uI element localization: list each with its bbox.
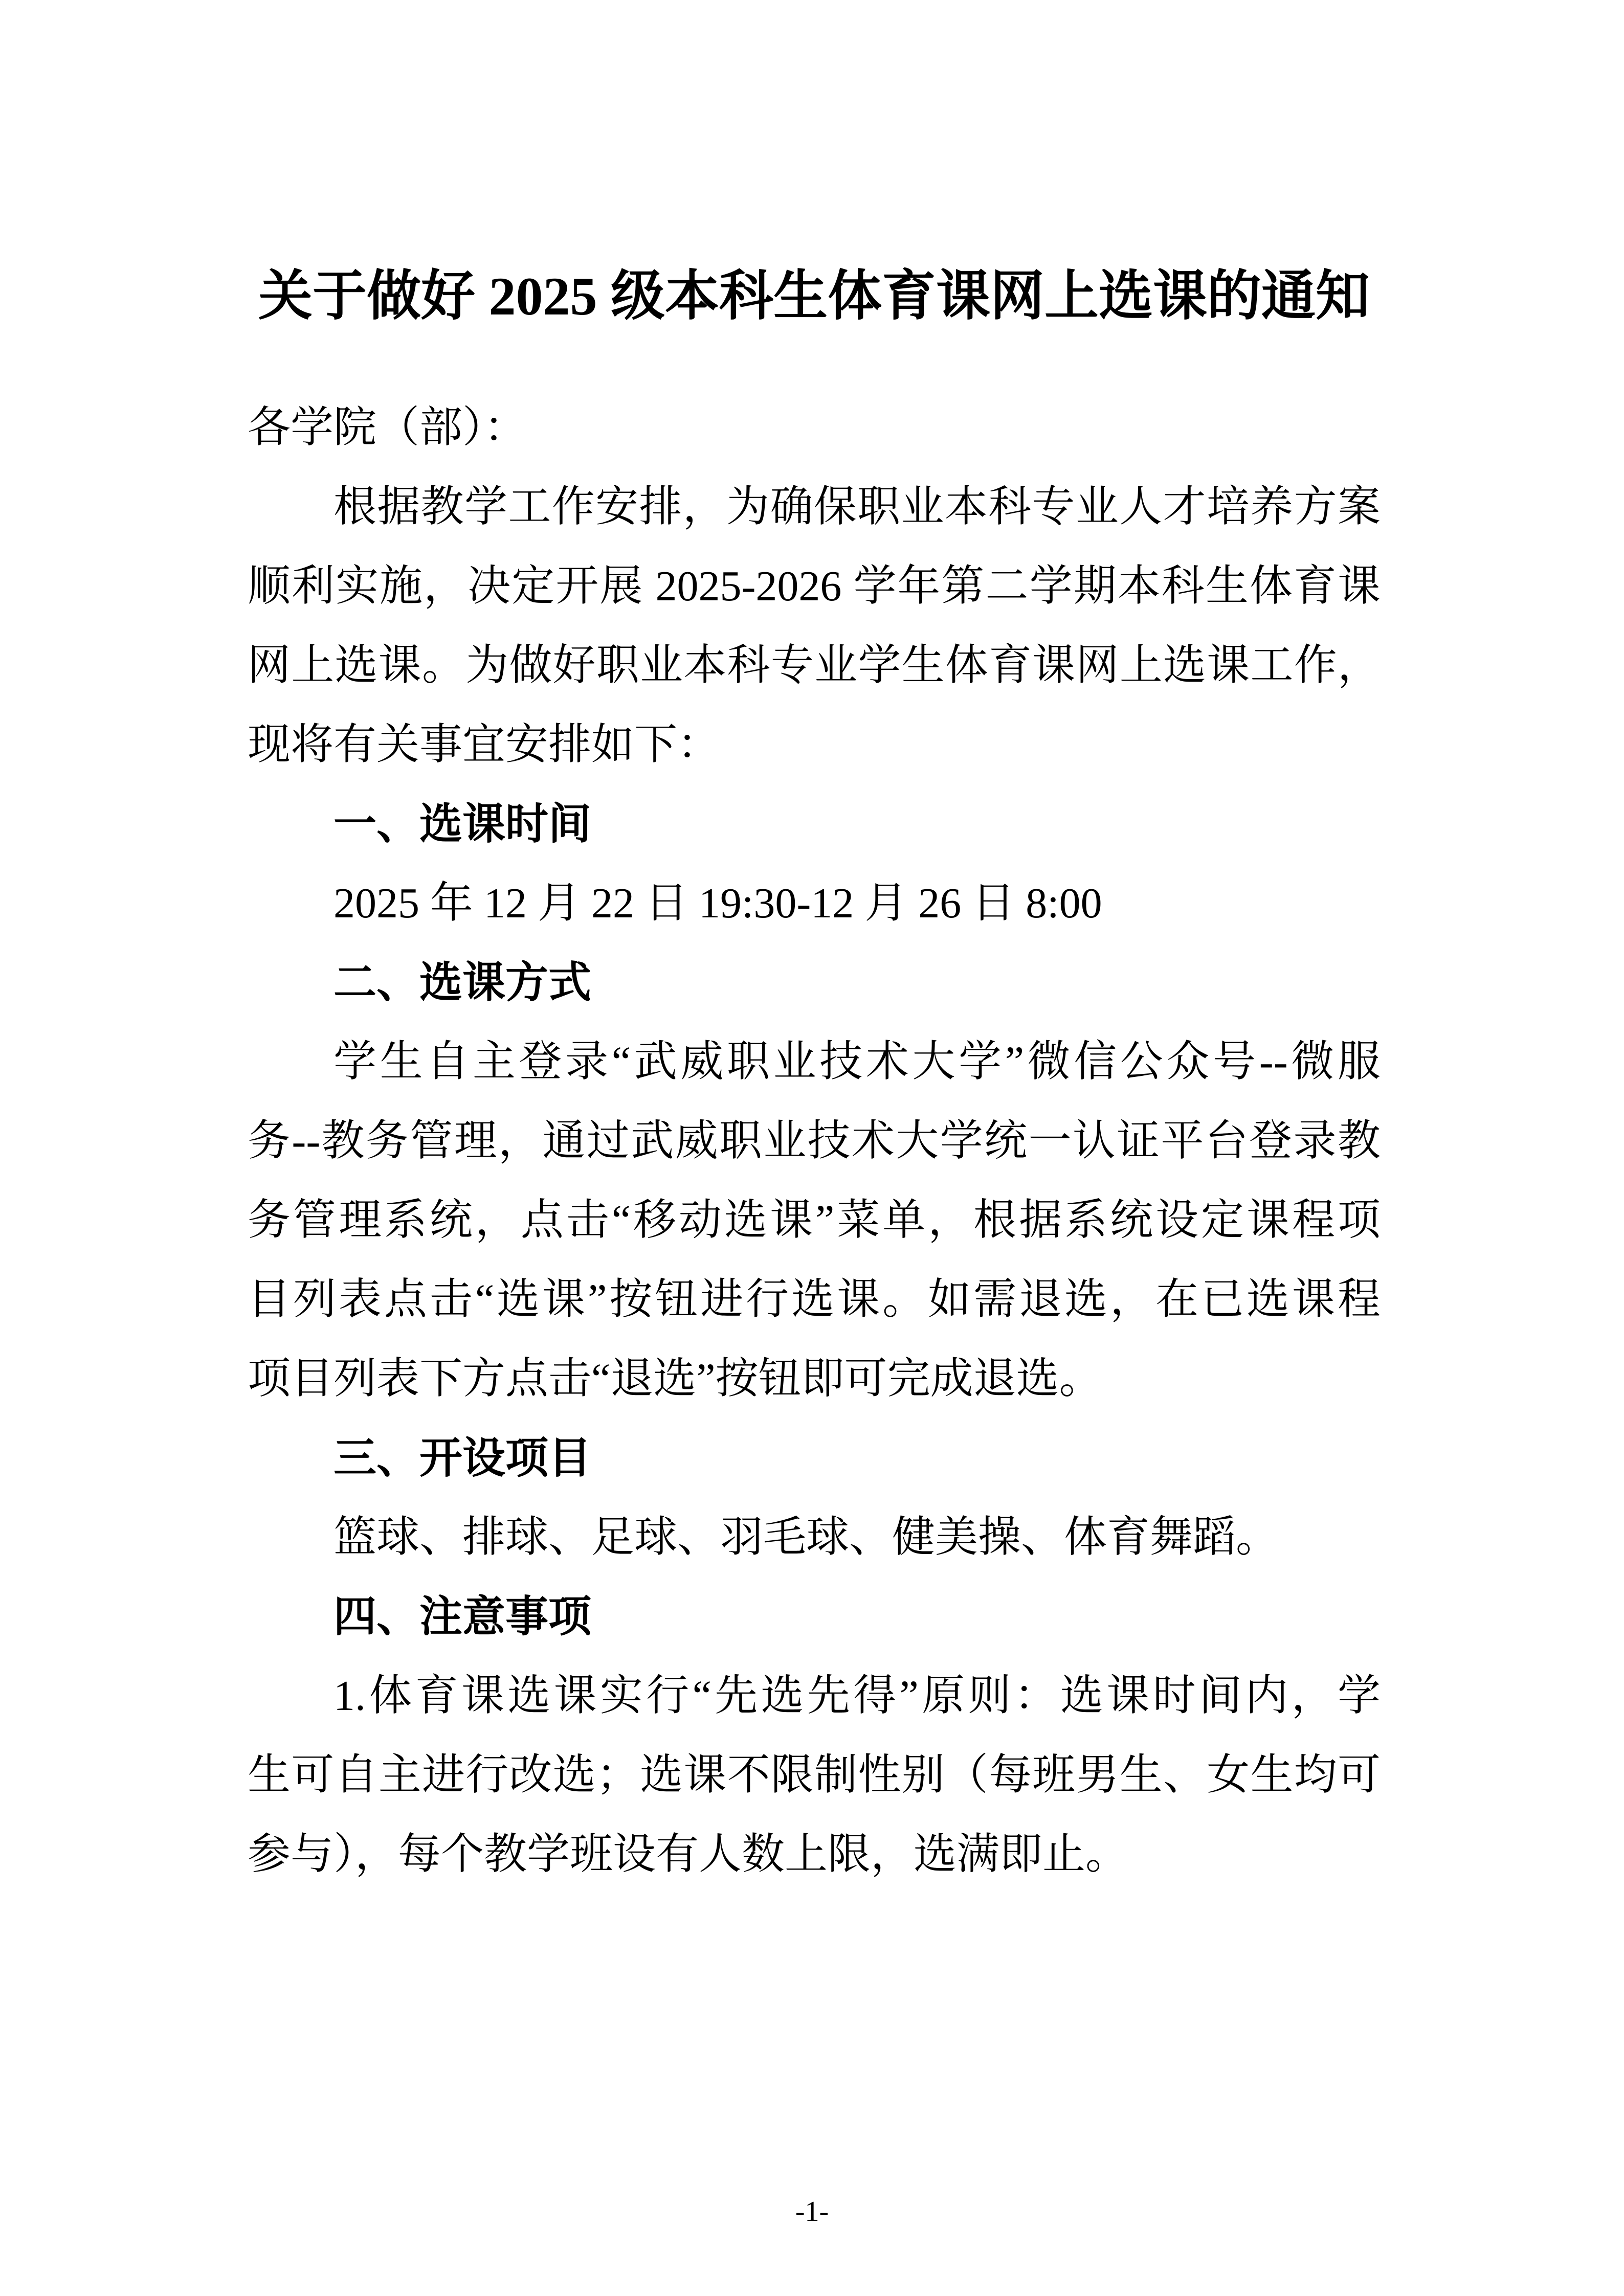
section-heading-1: 一、选课时间 [333, 800, 592, 848]
body-line: 1.体育课选课实行“先选先得”原则：选课时间内，学 [333, 1672, 1381, 1720]
salutation-line: 各学院（部）： [248, 404, 527, 452]
section-heading-2: 二、选课方式 [333, 958, 592, 1006]
body-line: 顺利实施，决定开展 2025-2026 学年第二学期本科生体育课 [248, 562, 1381, 610]
page-footer [0, 2196, 1624, 2227]
section-heading-3: 三、开设项目 [333, 1434, 592, 1482]
body-line: 参与），每个教学班设有人数上限，选满即止。 [248, 1831, 1129, 1878]
body-line: 项目列表下方点击“退选”按钮即可完成退选。 [248, 1355, 1102, 1403]
section-heading-4: 四、注意事项 [333, 1592, 592, 1640]
body-line: 根据教学工作安排，为确保职业本科专业人才培养方案 [333, 483, 1381, 531]
body-line: 学生自主登录“武威职业技术大学”微信公众号--微服 [333, 1038, 1381, 1086]
body-line: 篮球、排球、足球、羽毛球、健美操、体育舞蹈。 [333, 1514, 1279, 1561]
page-title: 关于做好 2025 级本科生体育课网上选课的通知 [258, 266, 1370, 326]
body-line: 网上选课。为做好职业本科专业学生体育课网上选课工作， [248, 642, 1381, 689]
document-body [248, 388, 1381, 1894]
body-line: 务管理系统，点击“移动选课”菜单，根据系统设定课程项 [248, 1197, 1381, 1244]
body-line: 生可自主进行改选；选课不限制性别（每班男生、女生均可 [248, 1751, 1381, 1799]
body-line: 2025 年 12 月 22 日 19:30-12 月 26 日 8:00 [333, 880, 1102, 927]
body-line: 目列表点击“选课”按钮进行选课。如需退选，在已选课程 [248, 1276, 1381, 1323]
body-line: 现将有关事宜安排如下： [248, 721, 721, 769]
body-line: 务--教务管理，通过武威职业技术大学统一认证平台登录教 [248, 1117, 1381, 1165]
page-number: -1- [795, 2196, 829, 2227]
